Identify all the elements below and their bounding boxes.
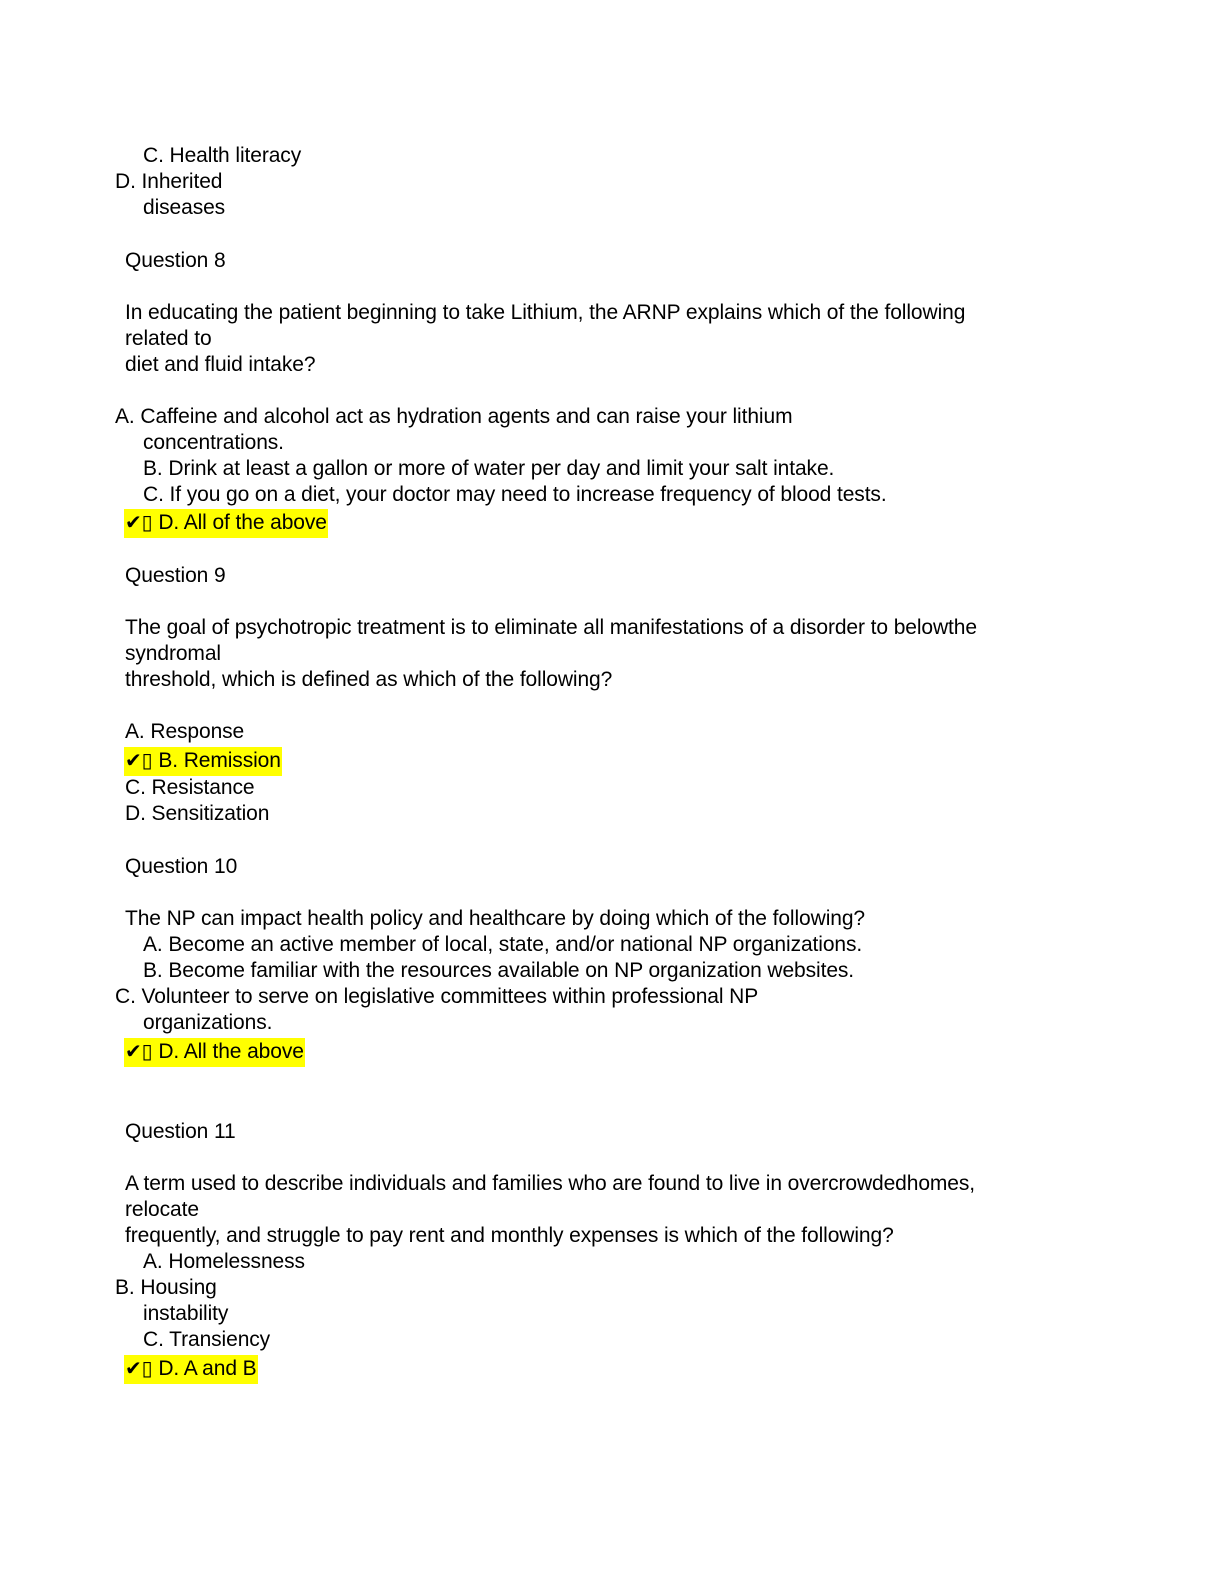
question-9-stem-line-2: syndromal — [125, 642, 221, 665]
checkmark-icon: ✔▯ — [125, 1039, 153, 1063]
question-10-option-c-cont: organizations. — [143, 1011, 273, 1034]
question-8-option-b: B. Drink at least a gallon or more of water per day and limit your salt intake. — [143, 457, 835, 480]
question-10-answer-text: D. All the above — [158, 1040, 304, 1063]
question-10-title: Question 10 — [125, 855, 238, 878]
checkmark-icon: ✔▯ — [125, 748, 153, 772]
question-11-option-a: A. Homelessness — [143, 1250, 305, 1273]
question-11-option-b: B. Housing — [115, 1276, 217, 1299]
question-8-stem-line-1: In educating the patient beginning to take Lithium, the ARNP explains which of the following — [125, 301, 966, 324]
question-9-title: Question 9 — [125, 564, 226, 587]
question-8-stem-line-2: related to — [125, 327, 212, 350]
question-11-stem-line-2: relocate — [125, 1198, 199, 1221]
checkmark-icon: ✔▯ — [125, 510, 153, 534]
question-9-option-d: D. Sensitization — [125, 802, 270, 825]
question-9-answer-text: B. Remission — [158, 749, 281, 772]
question-10-correct-answer — [124, 1038, 305, 1067]
question-11-stem-line-3: frequently, and struggle to pay rent and monthly expenses is which of the following? — [125, 1224, 894, 1247]
checkmark-icon: ✔▯ — [125, 1356, 153, 1380]
question-11-answer-text: D. A and B — [158, 1357, 257, 1380]
question-8-option-c: C. If you go on a diet, your doctor may need to increase frequency of blood tests. — [143, 483, 887, 506]
question-10-option-a: A. Become an active member of local, state, and/or national NP organizations. — [143, 933, 863, 956]
question-8-answer-text: D. All of the above — [158, 511, 327, 534]
question-9-option-a: A. Response — [125, 720, 245, 743]
question-9-correct-answer — [124, 747, 282, 776]
prev-option-d: D. Inherited — [115, 170, 223, 193]
question-11-stem-line-1: A term used to describe individuals and families who are found to live in overcrowdedhomes, — [125, 1172, 976, 1195]
question-11-option-c: C. Transiency — [143, 1328, 271, 1351]
question-9-option-c: C. Resistance — [125, 776, 255, 799]
question-11-correct-answer — [124, 1355, 258, 1384]
question-11-title: Question 11 — [125, 1120, 236, 1143]
question-10-option-b: B. Become familiar with the resources available on NP organization websites. — [143, 959, 855, 982]
question-8-title: Question 8 — [125, 249, 226, 272]
question-8-option-a: A. Caffeine and alcohol act as hydration agents and can raise your lithium — [115, 405, 793, 428]
question-8-option-a-cont: concentrations. — [143, 431, 284, 454]
question-9-stem-line-3: threshold, which is defined as which of the following? — [125, 668, 613, 691]
question-10-option-c: C. Volunteer to serve on legislative committees within professional NP — [115, 985, 759, 1008]
question-8-correct-answer — [124, 509, 328, 538]
question-11-option-b-cont: instability — [143, 1302, 229, 1325]
question-9-stem-line-1: The goal of psychotropic treatment is to eliminate all manifestations of a disorder to belowthe — [125, 616, 977, 639]
question-10-stem-line-1: The NP can impact health policy and healthcare by doing which of the following? — [125, 907, 866, 930]
prev-option-c: C. Health literacy — [143, 144, 302, 167]
prev-option-d-cont: diseases — [143, 196, 226, 219]
question-8-stem-line-3: diet and fluid intake? — [125, 353, 316, 376]
